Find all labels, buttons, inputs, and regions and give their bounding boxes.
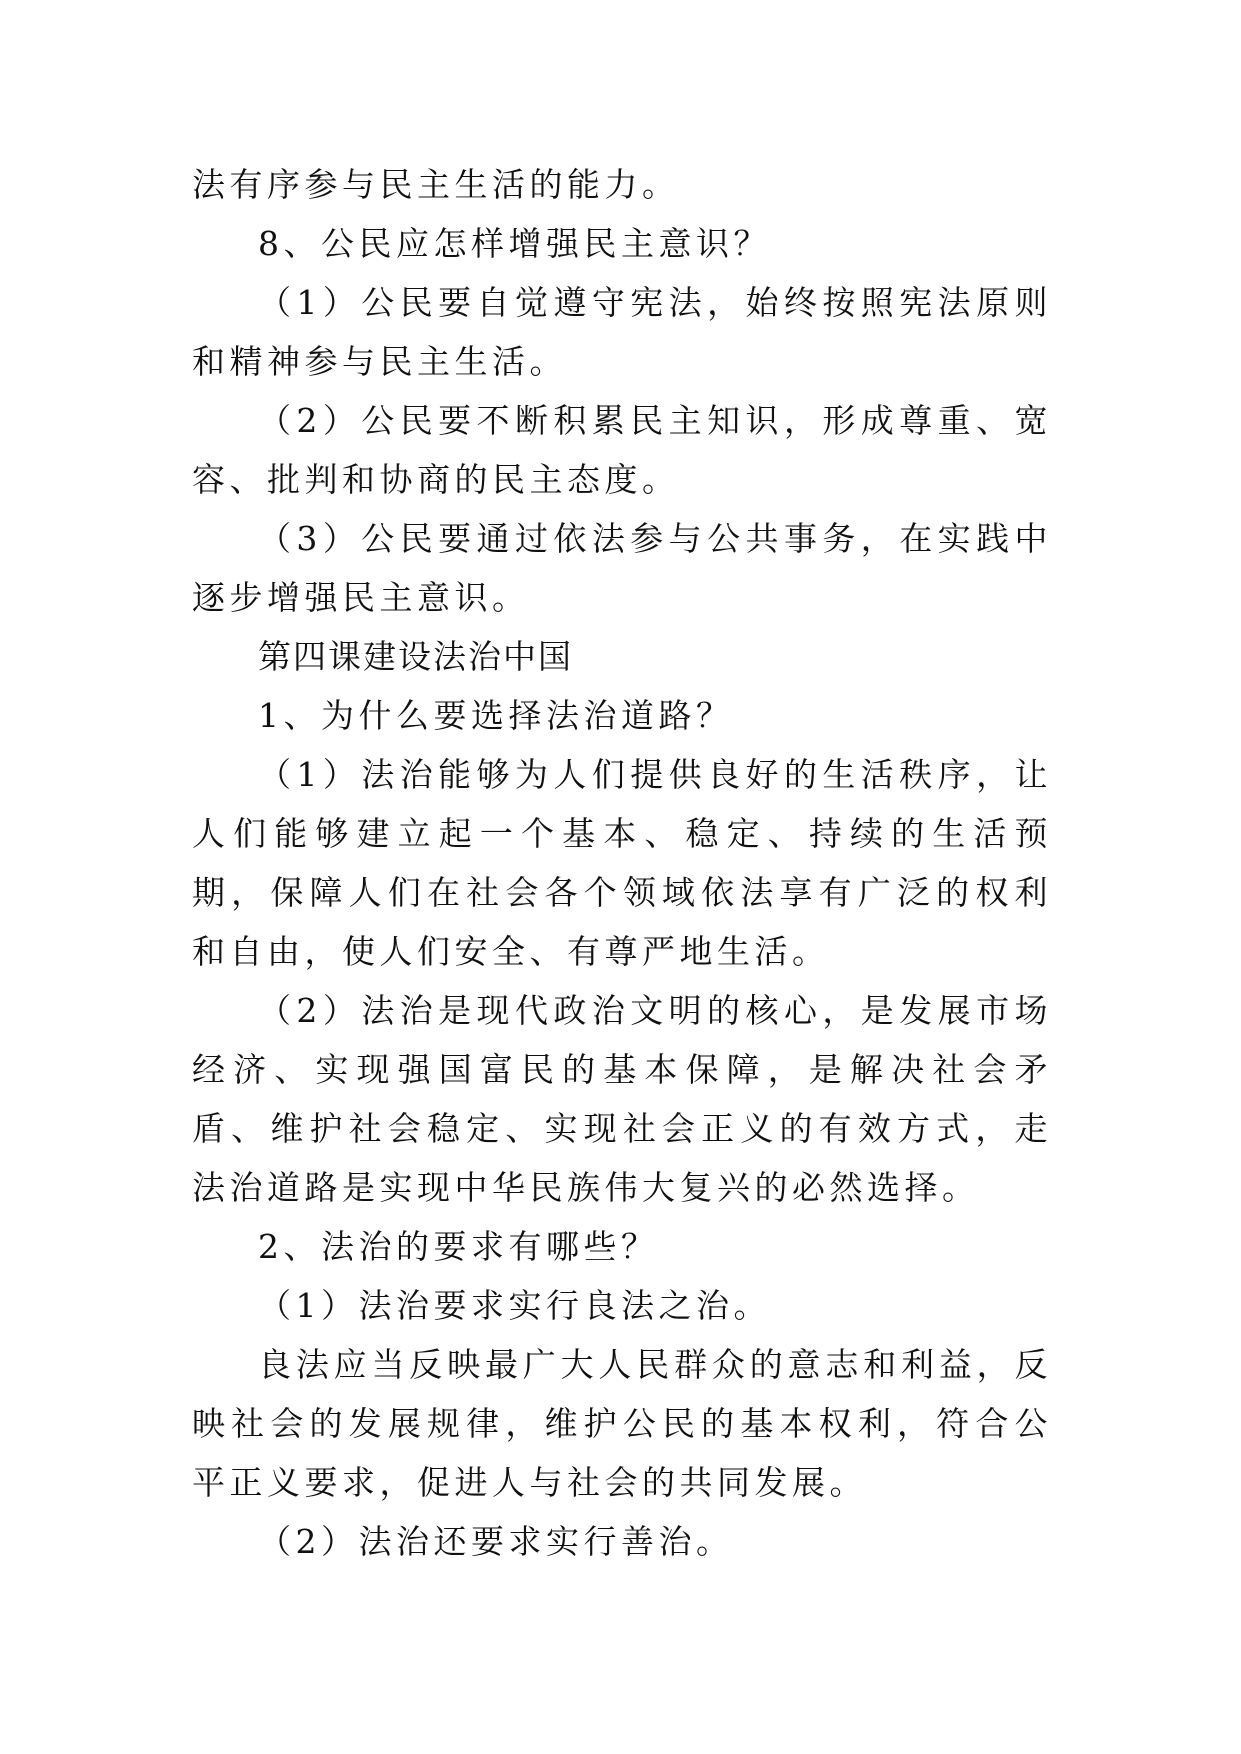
answer-2-1: （1）法治要求实行良法之治。	[258, 1286, 771, 1325]
answer-8-1: （1）公民要自觉遵守宪法，始终按照宪法原则和精神参与民主生活。	[192, 283, 1052, 381]
question-2: 2、法治的要求有哪些？	[258, 1227, 659, 1266]
answer-1-2: （2）法治是现代政治文明的核心，是发展市场经济、实现强国富民的基本保障，是解决社会矛盾、维护社会稳定、实现社会正义的有效方式，走法治道路是实现中华民族伟大复兴的必然选择。	[192, 991, 1052, 1207]
lesson-heading: 第四课建设法治中国	[258, 637, 573, 676]
answer-2-2: （2）法治还要求实行善治。	[258, 1522, 734, 1561]
document-body	[192, 155, 1052, 1571]
answer-8-2: （2）公民要不断积累民主知识，形成尊重、宽容、批判和协商的民主态度。	[192, 401, 1052, 499]
answer-1-1: （1）法治能够为人们提供良好的生活秩序，让人们能够建立起一个基本、稳定、持续的生活预期，保障人们在社会各个领域依法享有广泛的权利和自由，使人们安全、有尊严地生活。	[192, 755, 1052, 971]
answer-2-1-detail: 良法应当反映最广大人民群众的意志和利益，反映社会的发展规律，维护公民的基本权利，符合公平正义要求，促进人与社会的共同发展。	[192, 1345, 1052, 1502]
paragraph-continuation: 法有序参与民主生活的能力。	[192, 165, 680, 204]
answer-8-3: （3）公民要通过依法参与公共事务，在实践中逐步增强民主意识。	[192, 519, 1052, 617]
question-8: 8、公民应怎样增强民主意识？	[258, 224, 771, 263]
question-1: 1、为什么要选择法治道路？	[258, 696, 734, 735]
